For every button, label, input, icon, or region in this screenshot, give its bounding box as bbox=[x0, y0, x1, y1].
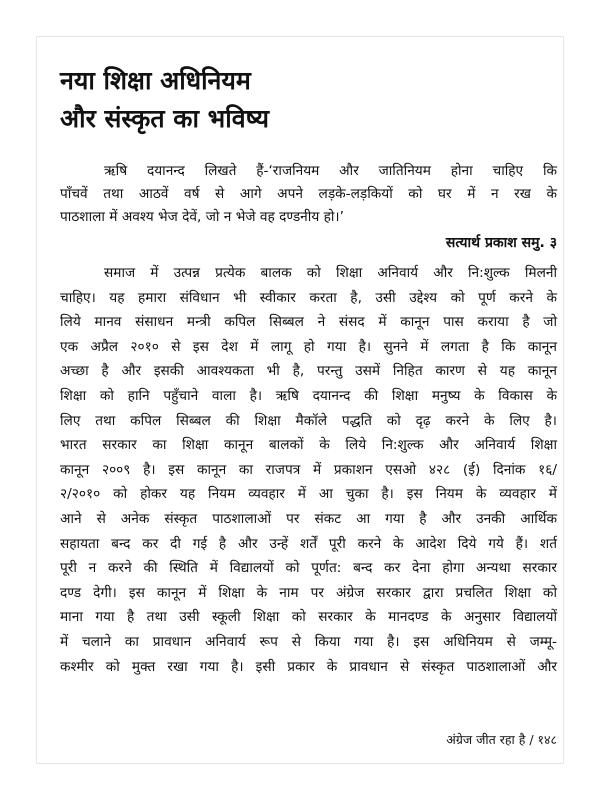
body-line: भारत सरकार का शिक्षा कानून बालकों के लिये नि:शुल्क और अनिवार्य शिक्षा bbox=[60, 437, 557, 454]
quote-line: पाँचवें तथा आठवें वर्ष से आगे अपने लड़के-लड़कियों को घर में न रख के bbox=[60, 186, 557, 202]
body-line: चाहिए। यह हमारा संविधान भी स्वीकार करता है, उसी उद्देश्य को पूर्ण करने के bbox=[60, 289, 557, 306]
body-line: आने से अनेक संस्कृत पाठशालाओं पर संकट आ गया है और उनकी आर्थिक bbox=[60, 510, 557, 527]
body-line: एक अप्रैल २०१० से इस देश में लागू हो गया है। सुनने में लगता है कि कानून bbox=[60, 338, 557, 355]
title-line-1: नया शिक्षा अधिनियम bbox=[60, 66, 251, 95]
body-paragraph bbox=[60, 261, 557, 679]
body-line: अच्छा है और इसकी आवश्यकता भी है, परन्तु उसमें निहित कारण से यह कानून bbox=[60, 363, 557, 380]
body-line: में चलाने का प्रावधान अनिवार्य रूप से किया गया है। इस अधिनियम से जम्मू- bbox=[60, 633, 557, 650]
body-line: समाज में उत्पन्न प्रत्येक बालक को शिक्षा अनिवार्य और नि:शुल्क मिलनी bbox=[104, 265, 557, 281]
body-line: लिये मानव संसाधन मन्त्री कपिल सिब्बल ने संसद में कानून पास कराया है जो bbox=[60, 314, 557, 331]
body-line: कश्मीर को मुक्त रखा गया है। इसी प्रकार के प्रावधान से संस्कृत पाठशालाओं और bbox=[60, 658, 557, 675]
quote-line: पाठशाला में अवश्य भेज देवें, जो न भेजे वह दण्डनीय हो।’ bbox=[60, 209, 344, 225]
article-title bbox=[60, 62, 540, 138]
page-footer: अंग्रेज जीत रहा है / १४८ bbox=[446, 732, 557, 747]
body-line: सहायता बन्द कर दी गई है और उन्हें शर्तें पूरी करने के आदेश दिये गये हैं। शर्त bbox=[60, 535, 557, 552]
title-line-2: और संस्कृत का भविष्य bbox=[60, 104, 269, 133]
body-line: पूरी न करने की स्थिति में विद्यालयों को पूर्णत: बन्द कर देना होगा अन्यथा सरकार bbox=[60, 560, 557, 577]
quote-block bbox=[60, 160, 557, 229]
body-line: २/२०१० को होकर यह नियम व्यवहार में आ चुका है। इस नियम के व्यवहार में bbox=[60, 486, 557, 503]
quote-reference: सत्यार्थ प्रकाश समु. ३ bbox=[445, 235, 557, 251]
body-line: दण्ड देगी। इस कानून में शिक्षा के नाम पर अंग्रेज सरकार द्वारा प्रचलित शिक्षा को bbox=[60, 584, 557, 601]
body-line: लिए तथा कपिल सिब्बल की शिक्षा मैकॉले पद्धति को दृढ़ करने के लिए है। bbox=[60, 412, 557, 429]
quote-line: ऋषि दयानन्द लिखते हैं-‘राजनियम और जातिनियम होना चाहिए कि bbox=[104, 163, 557, 179]
body-line: माना गया है तथा उसी स्कूली शिक्षा को सरकार के मानदण्ड के अनुसार विद्यालयों bbox=[60, 609, 557, 626]
body-line: कानून २००९ है। इस कानून का राजपत्र में प्रकाशन एसओ ४२८ (ई) दिनांक १६/ bbox=[60, 461, 557, 478]
body-line: शिक्षा को हानि पहुँचाने वाला है। ऋषि दयानन्द की शिक्षा मनुष्य के विकास के bbox=[60, 387, 557, 404]
